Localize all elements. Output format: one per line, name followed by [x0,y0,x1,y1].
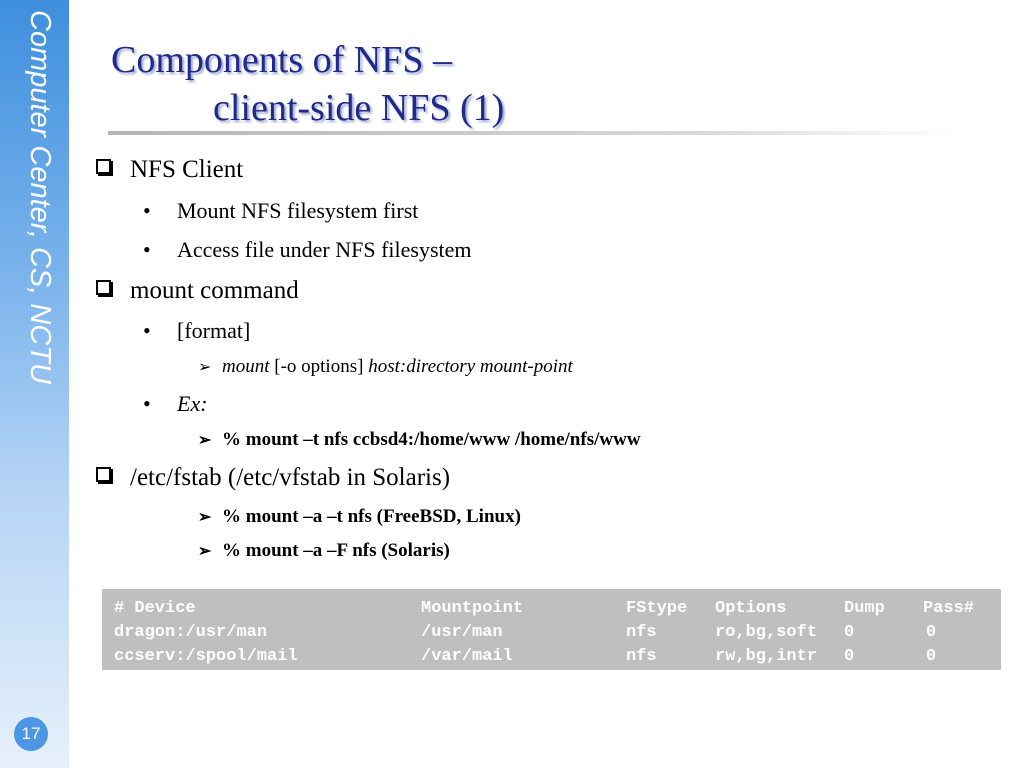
title-divider [108,131,958,135]
fstab-example-box [102,589,1001,670]
fstab-table [114,596,974,668]
arrow-bullet-icon: ➢ [198,543,212,560]
header-device: # Device [114,598,196,618]
dot-bullet-icon: • [143,318,151,343]
bullet-nfs-client [96,156,243,184]
bullet-fstab-solaris [198,540,450,562]
table-row [114,644,974,668]
arrow-bullet-icon: ➢ [198,432,212,449]
sidebar [0,0,69,768]
cell-mountpoint: /var/mail [421,646,513,666]
table-row [114,620,974,644]
square-bullet-icon [96,159,111,174]
bullet-text: Mount NFS filesystem first [177,198,419,223]
bullet-format [143,318,250,344]
header-fstype: FStype [626,598,688,618]
syntax-options: [-o options] [269,356,369,377]
cell-options: ro,bg,soft [715,622,818,642]
header-pass: Pass# [923,598,975,618]
bullet-ex [143,391,208,417]
bullet-fstab-freebsd [198,506,521,528]
bullet-access-file [143,237,472,263]
bullet-text: % mount –t nfs ccbsd4:/home/www /home/nfs/www [222,429,641,450]
dot-bullet-icon: • [143,391,151,416]
page-number-badge: 17 [14,717,48,751]
arrow-bullet-icon: ➢ [198,509,212,526]
header-options: Options [715,598,787,618]
cell-fstype: nfs [626,646,657,666]
header-mountpoint: Mountpoint [421,598,524,618]
cell-device: ccserv:/spool/mail [114,646,298,666]
square-bullet-icon [96,280,111,295]
bullet-text: % mount –a –F nfs (Solaris) [222,540,450,561]
bullet-format-syntax [198,356,573,378]
bullet-text: mount command [130,277,299,304]
cell-mountpoint: /usr/man [421,622,503,642]
syntax-host: host:directory mount-point [368,356,573,377]
bullet-mount-command [96,277,299,305]
fstab-header-row [114,596,974,620]
slide-title [111,36,504,132]
cell-pass: 0 [926,646,937,666]
bullet-text: [format] [177,318,251,343]
arrow-bullet-icon: ➢ [198,359,212,376]
cell-pass: 0 [926,622,937,642]
bullet-ex-command [198,429,641,451]
syntax-mount: mount [222,356,270,377]
dot-bullet-icon: • [143,198,151,223]
bullet-mount-first [143,198,418,224]
bullet-text: % mount –a –t nfs (FreeBSD, Linux) [222,506,521,527]
bullet-text: Access file under NFS filesystem [177,237,472,262]
bullet-text: NFS Client [130,156,244,183]
dot-bullet-icon: • [143,237,151,262]
title-line-1: Components of NFS – [111,39,452,81]
header-dump: Dump [844,598,885,618]
title-line-2: client-side NFS (1) [213,87,505,129]
bullet-fstab [96,464,450,492]
sidebar-label: Computer Center, CS, NCTU [24,10,56,384]
bullet-text: /etc/fstab (/etc/vfstab in Solaris) [130,464,451,491]
bullet-text: Ex: [177,391,208,416]
cell-device: dragon:/usr/man [114,622,268,642]
cell-options: rw,bg,intr [715,646,818,666]
cell-dump: 0 [844,622,855,642]
cell-dump: 0 [844,646,855,666]
cell-fstype: nfs [626,622,657,642]
square-bullet-icon [96,467,111,482]
